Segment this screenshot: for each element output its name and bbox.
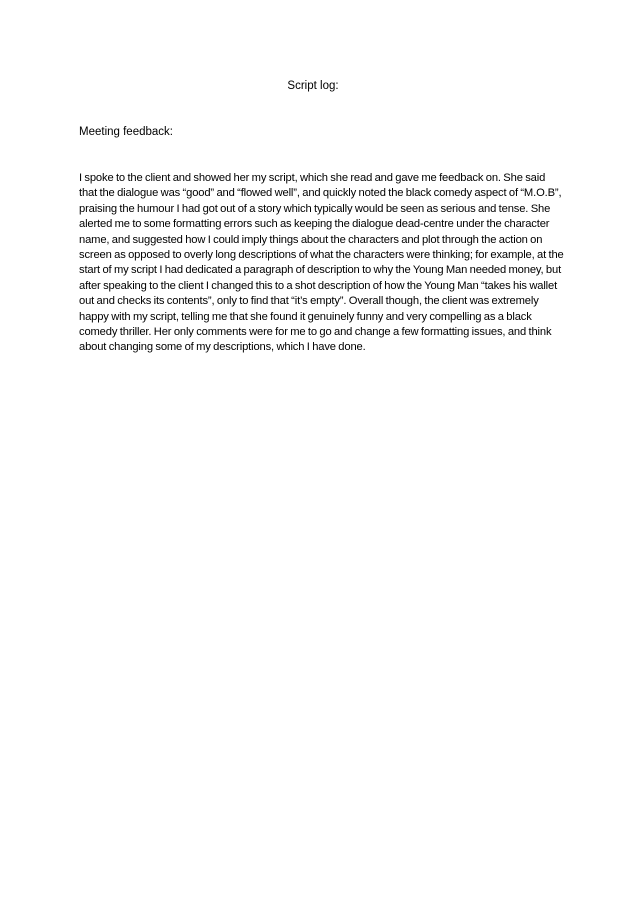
document-title: Script log: xyxy=(287,80,339,92)
feedback-paragraph: I spoke to the client and showed her my script, which she read and gave me feedback on. She said that the dialogue was “good” and “flowed well”, and quickly noted the black comedy aspect of “M.O.B”, praising the humour I had got out of a story which typically would be seen as serious and tense. She alerted me to some formatting errors such as keeping the dialogue dead-centre under the character name, and suggested how I could imply things about the characters and plot through the action on screen as opposed to overly long descriptions of what the characters were thinking; for example, at the start of my script I had dedicated a paragraph of description to why the Young Man needed money, but after speaking to the client I changed this to a shot description of how the Young Man “takes his wallet out and checks its contents”, only to find that “it’s empty”. Overall though, the client was extremely happy with my script, telling me that she found it genuinely funny and very compelling as a black comedy thriller. Her only comments were for me to go and change a few formatting issues, and think about changing some of my descriptions, which I have done. xyxy=(79,172,564,354)
section-heading-meeting-feedback: Meeting feedback: xyxy=(79,126,173,138)
